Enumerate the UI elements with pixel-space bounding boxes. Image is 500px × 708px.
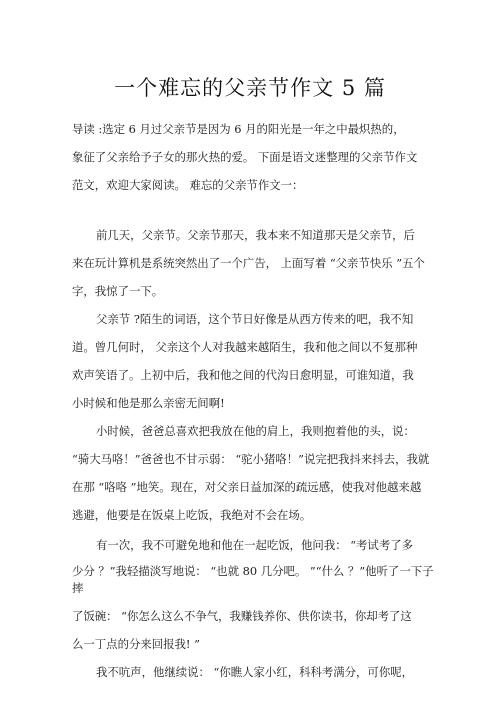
paragraph-line: 来在玩计算机是系统突然出了一个广告， 上面写着 “父亲节快乐 ”五个: [72, 256, 425, 270]
paragraph-line: 欢声笑语了。上初中后，我和他之间的代沟日愈明显，可谁知道，我: [72, 368, 414, 382]
paragraph-line: 字，我惊了一下。: [72, 284, 164, 298]
paragraph-line: 摔: [72, 581, 84, 595]
paragraph-line: 在那 “咯咯 ”地笑。现在，对父亲日益加深的疏远感，使我对他越来越: [72, 480, 422, 494]
paragraph-line: 有一次，我不可避免地和他在一起吃饭，他问我： “考试考了多: [96, 538, 413, 552]
paragraph-line: 小时候和他是那么亲密无间啊!: [72, 396, 225, 410]
paragraph-line: “骑大马咯！”爸爸也不甘示弱： “驼小猪咯！”说完把我抖来抖去，我就: [72, 452, 430, 466]
paragraph-line: 象征了父亲给予子女的那火热的爱。 下面是语文迷整理的父亲节作文: [72, 150, 418, 164]
paragraph-line: 逃避，他要是在饭桌上吃饭，我绝对不会在场。: [72, 508, 312, 522]
paragraph-line: 范文，欢迎大家阅读。 难忘的父亲节作文一：: [72, 178, 304, 192]
paragraph-line: 了饭碗： “你怎么这么不争气，我赚钱养你、供你读书，你却考了这: [72, 609, 412, 623]
paragraph-line: 道。曾几何时， 父亲这个人对我越来越陌生，我和他之间以不复那种: [72, 340, 418, 354]
paragraph-line: 少分 ？”我轻描淡写地说： “也就 80 几分吧。 ”“什么 ？”他听了一下子: [72, 564, 434, 578]
paragraph-line: 前几天，父亲节。父亲节那天，我本来不知道那天是父亲节，后: [96, 228, 415, 242]
paragraph-line: 么一丁点的分来回报我! ”: [72, 637, 200, 651]
paragraph-line: 小时候，爸爸总喜欢把我放在他的肩上，我则抱着他的头，说：: [96, 424, 415, 438]
page-title: 一个难忘的父亲节作文 5 篇: [114, 76, 386, 100]
paragraph-line: 我不吭声，他继续说： “你瞧人家小红，科科考满分，可你呢，: [96, 665, 413, 679]
paragraph-line: 父亲节 ?陌生的词语，这个节日好像是从西方传来的吧，我不知: [96, 312, 414, 326]
paragraph-line: 导读 :选定 6 月过父亲节是因为 6 月的阳光是一年之中最炽热的，: [72, 122, 405, 136]
